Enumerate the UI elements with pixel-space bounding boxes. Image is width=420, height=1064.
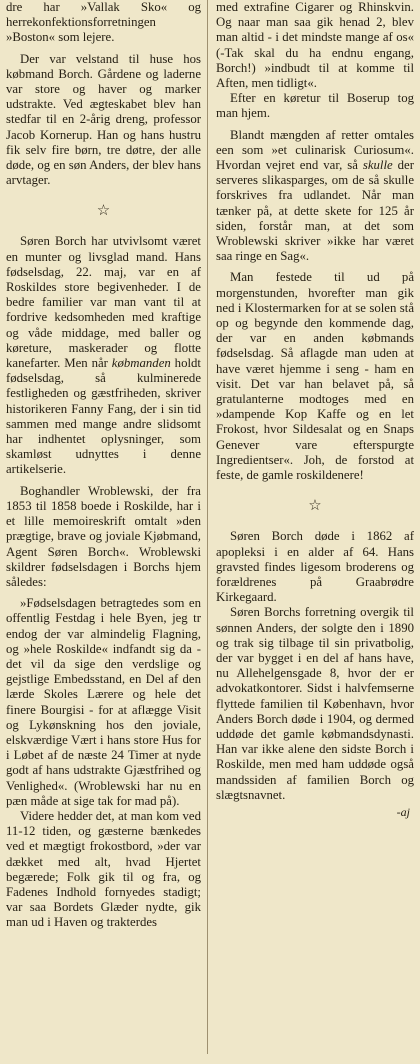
paragraph-cigars: med extrafine Cigarer og Rhinskvin. Og naar man saa gik henad 2, blev man altid - i det mindste mange af os« (-Tak skal du ha endnu engang, Borch!) »indbudt til at komme til Aften, men tidligt«.	[216, 0, 414, 91]
paragraph-wroblewski: Boghandler Wroblewski, der fra 1853 til 1858 boede i Roskilde, har i et lille memoireskrift omtalt »den prægtige, brave og joviale Kjøbmand, Agent Søren Borch«. Wroblewski skildrer fødselsdagen i Borchs hjem således:	[6, 483, 201, 589]
section-divider	[216, 483, 414, 529]
author-signature: -aj	[396, 804, 410, 819]
paragraph-business: Søren Borchs forretning overgik til sønnen Anders, der solgte den i 1890 og trak sig tilbage til sin privatbolig, der var bygget i en del af hans have, nu Allehelgensgade 8, hvor der er advokatkontorer. Sidst i halvfemserne flyttede familien til København, hvor Anders Borch døde i 1904, og dermed uddøde det gamle købmandsdynasti. Han var ikke alene den sidste Borch i Roskilde, men med ham uddøde også mandssiden af familien Borch og slægtsnavnet.	[216, 605, 414, 802]
section-divider	[6, 188, 201, 234]
left-column	[4, 0, 208, 1054]
paragraph-boserup: Efter en køretur til Boserup tog man hjem.	[216, 91, 414, 121]
star-icon: ☆	[96, 202, 111, 219]
paragraph-continuation: dre har »Vallak Sko« og herrekonfektionsforretningen »Boston« som lejere.	[6, 0, 201, 45]
paragraph-birthday: Søren Borch har utvivlsomt været en munter og livsglad mand. Hans fødselsdag, 22. maj, var en af Roskildes store begivenheder. I de bedre familier var man vant til at fordrive kedsomheden med kraftige og våde middage, med baller og køreture, maskerader og flotte kanefarter. Men når købmanden holdt fødselsdag, så kulminerede festligheden og gæstfriheden, skriver historikeren Fanny Fang, der i sin tid sammen med mange andre slidsomt har indhentet oplysninger, som skamløst udnyttes i denne artikelserie.	[6, 234, 201, 477]
paragraph-morning: Man festede til ud på morgenstunden, hvorefter man gik ned i Klostermarken for at se solen stå op og begynde den kommende dag, der var en anden købmands fødselsdag. Så aflagde man uden at have været hjemme i seng - ham en visit. Det var han belavet på, så gratulanterne modtoges med en »dampende Kop Kaffe og en let Frokost, hvor Sildesalat og en Snaps Genever vare efterspurgte Ingredientser«. Joh, de forstod at feste, de gamle roskildenere!	[216, 270, 414, 483]
paragraph-velstand: Der var velstand til huse hos købmand Borch. Gårdene og laderne var store og haver og marker udstrakte. Ved ægteskabet blev han stedfar til en 2-årig dreng, professor Jacob Kornerup. Han og hans hustru fik selv fire børn, tre døtre, der alle døde, og en søn Anders, der blev hans arvtager.	[6, 51, 201, 188]
paragraph-death: Søren Borch døde i 1862 af apopleksi i en alder af 64. Hans gravsted findes ligesom broderens og forældrenes på Graabrødre Kirkegaard.	[216, 529, 414, 605]
right-column	[210, 0, 416, 1054]
paragraph-asparagus: Blandt mængden af retter omtales een som »et culinarisk Curiosum«. Hvordan vejret end var, så skulle der serveres slikasparges, om de så skulle forskrives fra udlandet. Når man tænker på, at dette skete for 125 år siden, forstår man, at det som Wroblewski skriver »ikke har været saa ringe en Sag«.	[216, 127, 414, 264]
star-icon: ☆	[308, 497, 322, 514]
paragraph-lunch: Videre hedder det, at man kom ved 11-12 tiden, og gæsterne bænkedes ved et mægtigt frokostbord, »der var dækket med alt, hvad Hjertet begærede; Folk gik til og fra, og Fadenes Indhold fornyedes stadigt; var saa Bordets Glæder nydte, gik man ud i Haven og trakterdes	[6, 808, 201, 930]
paragraph-quote: »Fødselsdagen betragtedes som en offentlig Festdag i hele Byen, jeg tr endog der var almindelig Flagning, og »hele Roskilde« indfandt sig da - det vil da sige den verdslige og gejstlige Embedsstand, en Del af den lærde Skoles Lærere og hele det finere Bourgisi - for at aflægge Visit og Lykønskning hos den joviale, elskværdige Vært i hans store Hus for i Løbet af de næste 24 Timer at nyde godt af hans udstrakte Gjæstfrihed og Venlighed«. (Wroblewski har nu en pæn måde at sige tak for mad på).	[6, 596, 201, 808]
